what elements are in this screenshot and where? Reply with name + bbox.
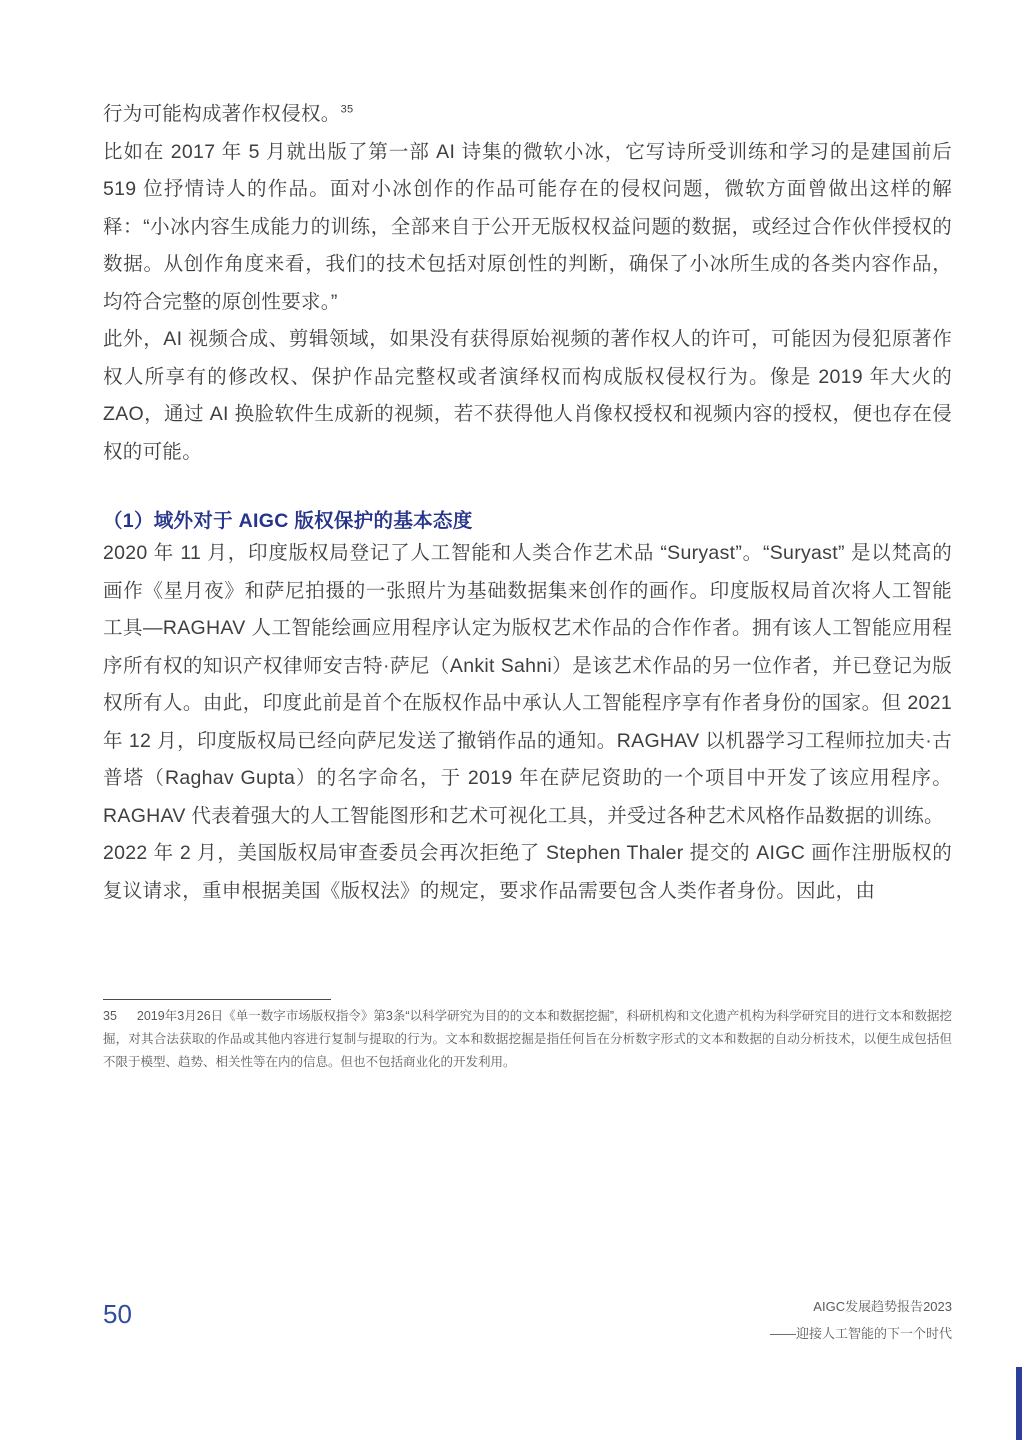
paragraph-suryast-raghav: 2020 年 11 月，印度版权局登记了人工智能和人类合作艺术品 “Suryast”。“Suryast” 是以梵高的画作《星月夜》和萨尼拍摄的一张照片为基础数据集来创作的画作。印度版权局首次将人工智能工具—RAGHAV 人工智能绘画应用程序认定为版权艺术作品的合作作者。拥有该人工智能应用程序所有权的知识产权律师安吉特·萨尼（Ankit Sahni）是该艺术作品的另一位作者，并已登记为版权所有人。由此，印度此前是首个在版权作品中承认人工智能程序享有作者身份的国家。但 2021 年 12 月，印度版权局已经向萨尼发送了撤销作品的通知。RAGHAV 以机器学习工程师拉加夫·古普塔（Raghav Gupta）的名字命名，于 2019 年在萨尼资助的一个项目中开发了该应用程序。RAGHAV 代表着强大的人工智能图形和艺术可视化工具，并受过各种艺术风格作品数据的训练。	[103, 542, 952, 827]
footnote-text: 2019年3月26日《单一数字市场版权指令》第3条“以科学研究为目的的文本和数据挖掘”，科研机构和文化遗产机构为科学研究目的进行文本和数据挖掘，对其合法获取的作品或其他内容进行复制与提取的行为。文本和数据挖掘是指任何旨在分析数字形式的文本和数据的自动分析技术，以便生成包括但不限于模型、趋势、相关性等在内的信息。但也不包括商业化的开发利用。	[103, 1009, 952, 1069]
page-body-text	[103, 0, 952, 1074]
section-heading-aigc-copyright: （1）域外对于 AIGC 版权保护的基本态度	[103, 510, 473, 532]
footer-report-info	[770, 1293, 952, 1347]
paragraph-us-copyright-office: 2022 年 2 月，美国版权局审查委员会再次拒绝了 Stephen Thaler 提交的 AIGC 画作注册版权的复议请求，重申根据美国《版权法》的规定，要求作品需要包含人类作者身份。因此，由	[103, 842, 952, 902]
footnote-number: 35	[103, 1009, 117, 1023]
footer-report-subtitle: ——迎接人工智能的下一个时代	[769, 1326, 952, 1341]
footer-report-title: AIGC发展趋势报告2023	[813, 1299, 952, 1314]
page-number: 50	[103, 1299, 132, 1329]
footnote-35	[103, 1005, 952, 1074]
footnote-separator-line	[103, 999, 331, 1000]
paragraph-video-zao: 此外，AI 视频合成、剪辑领域，如果没有获得原始视频的著作权人的许可，可能因为侵犯原著作权人所享有的修改权、保护作品完整权或者演绎权而构成版权侵权行为。像是 2019 年大火的 ZAO，通过 AI 换脸软件生成新的视频，若不获得他人肖像权授权和视频内容的授权，便也存在侵权的可能。	[103, 328, 952, 463]
footnote-reference-35: 35	[340, 103, 354, 116]
paragraph-xiaoice: 比如在 2017 年 5 月就出版了第一部 AI 诗集的微软小冰，它写诗所受训练和学习的是建国前后 519 位抒情诗人的作品。面对小冰创作的作品可能存在的侵权问题，微软方面曾做出这样的解释：“小冰内容生成能力的训练，全部来自于公开无版权权益问题的数据，或经过合作伙伴授权的数据。从创作角度来看，我们的技术包括对原创性的判断，确保了小冰所生成的各类内容作品，均符合完整的原创性要求。”	[103, 140, 952, 313]
paragraph-continued	[103, 96, 952, 134]
page-edge-accent-bar	[1016, 1367, 1022, 1440]
paragraph-continued-text: 行为可能构成著作权侵权。	[103, 103, 341, 125]
